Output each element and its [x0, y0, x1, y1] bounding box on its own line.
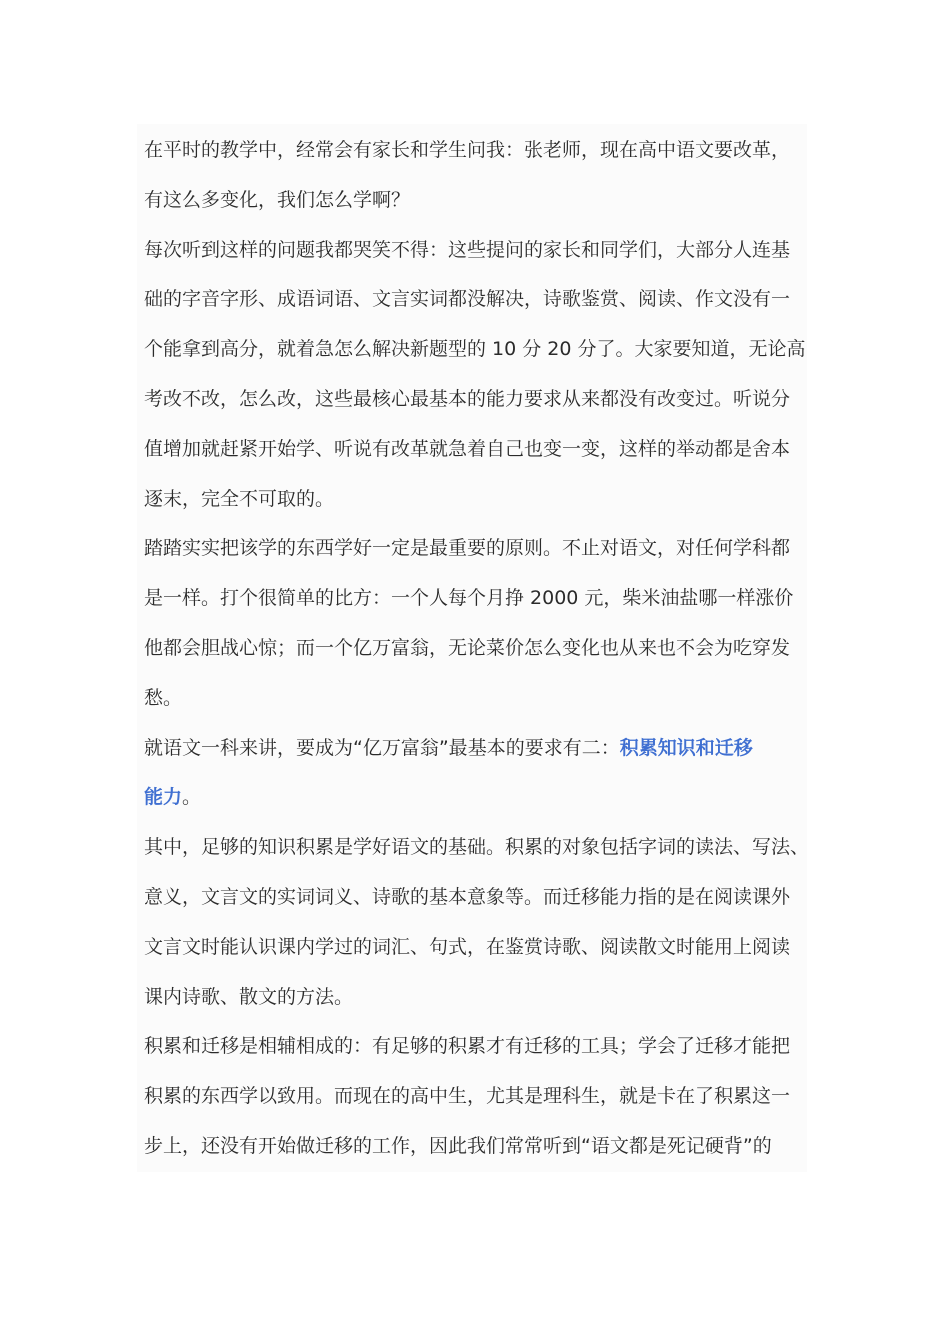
paragraph-line: 础的字音字形、成语词语、文言实词都没解决，诗歌鉴赏、阅读、作文没有一 [144, 288, 791, 311]
highlighted-phrase: 能力 [144, 786, 183, 809]
paragraph-line: 步上，还没有开始做迁移的工作，因此我们常常听到“语文都是死记硬背”的 [144, 1134, 772, 1157]
paragraph-line: 他都会胆战心惊；而一个亿万富翁，无论菜价怎么变化也从来也不会为吃穿发 [144, 636, 791, 659]
paragraph-line: 个能拿到高分，就着急怎么解决新题型的 10 分 20 分了。大家要知道，无论高 [144, 338, 806, 361]
paragraph-line: 愁。 [144, 686, 183, 709]
paragraph-line: 积累的东西学以致用。而现在的高中生，尤其是理科生，就是卡在了积累这一 [144, 1085, 791, 1108]
highlighted-phrase: 积累知识和迁移 [619, 736, 753, 759]
paragraph-line: 其中，足够的知识积累是学好语文的基础。积累的对象包括字词的读法、写法、 [144, 836, 810, 859]
line-text: 。 [182, 786, 202, 809]
paragraph-line: 考改不改，怎么改，这些最核心最基本的能力要求从来都没有改变过。听说分 [144, 387, 791, 410]
article-body [144, 126, 808, 1172]
paragraph-line: 文言文时能认识课内学过的词汇、句式，在鉴赏诗歌、阅读散文时能用上阅读 [144, 935, 791, 958]
paragraph-line: 课内诗歌、散文的方法。 [144, 985, 354, 1008]
paragraph-line: 踏踏实实把该学的东西学好一定是最重要的原则。不止对语文，对任何学科都 [144, 537, 791, 560]
paragraph-line: 积累和迁移是相辅相成的：有足够的积累才有迁移的工具；学会了迁移才能把 [144, 1035, 791, 1058]
paragraph-line-with-highlight [144, 724, 808, 774]
line-text: 就语文一科来讲，要成为“亿万富翁”最基本的要求有二： [144, 736, 620, 759]
paragraph-line: 意义，文言文的实词词义、诗歌的基本意象等。而迁移能力指的是在阅读课外 [144, 885, 791, 908]
paragraph-line-with-highlight [144, 773, 808, 823]
paragraph-line: 值增加就赶紧开始学、听说有改革就急着自己也变一变，这样的举动都是舍本 [144, 437, 791, 460]
paragraph-line: 每次听到这样的问题我都哭笑不得：这些提问的家长和同学们，大部分人连基 [144, 238, 791, 261]
paragraph-line: 在平时的教学中，经常会有家长和学生问我：张老师，现在高中语文要改革， [144, 139, 791, 161]
paragraph-line: 是一样。打个很简单的比方：一个人每个月挣 2000 元，柴米油盐哪一样涨价 [144, 587, 794, 610]
paragraph-line: 逐末，完全不可取的。 [144, 487, 335, 510]
paragraph-line: 有这么多变化，我们怎么学啊？ [144, 188, 411, 211]
